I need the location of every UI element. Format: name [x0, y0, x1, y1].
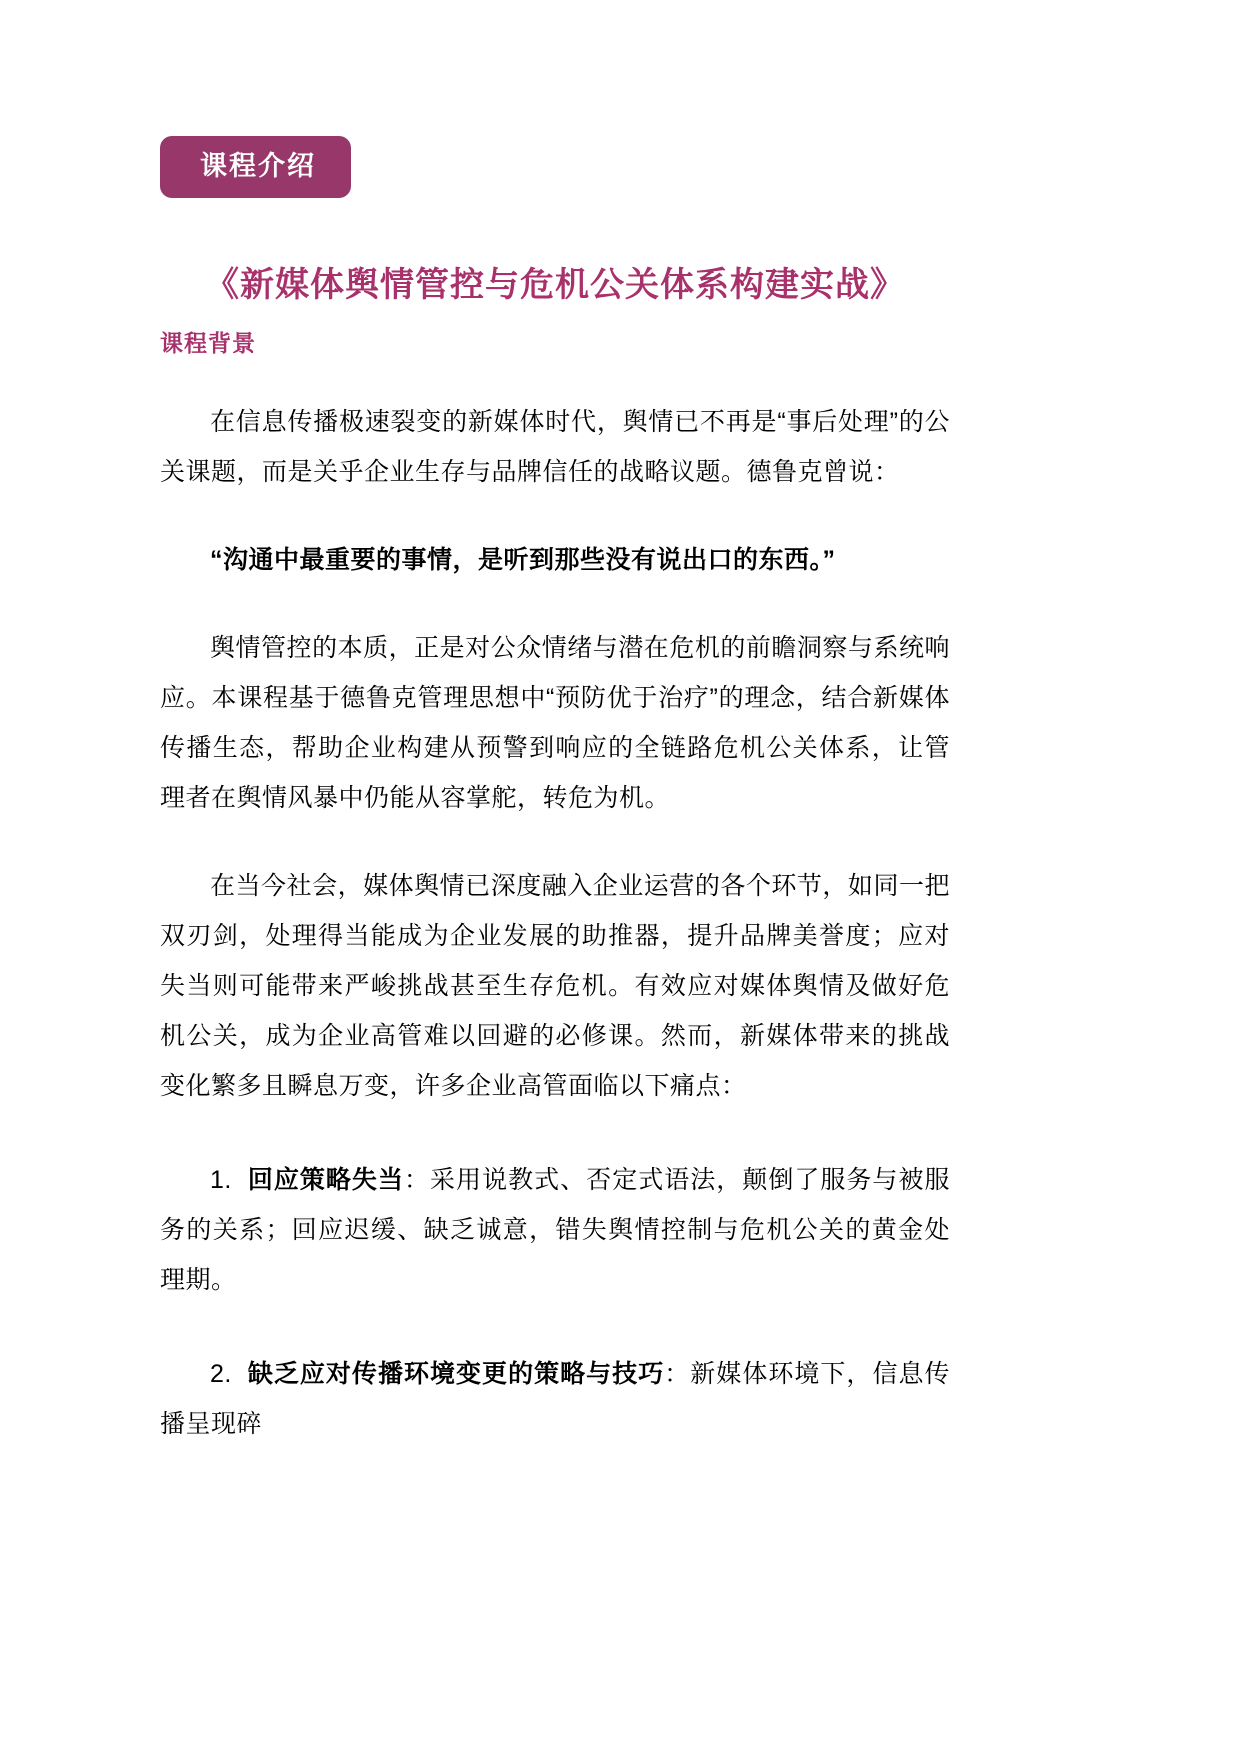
list-item-separator: ： [403, 1165, 431, 1194]
list-item-term: 缺乏应对传播环境变更的策略与技巧 [247, 1359, 665, 1388]
body-paragraph-2: 舆情管控的本质，正是对公众情绪与潜在危机的前瞻洞察与系统响应。本课程基于德鲁克管理思想中“预防优于治疗”的理念，结合新媒体传播生态，帮助企业构建从预警到响应的全链路危机公关体系，让管理者在舆情风暴中仍能从容掌舵，转危为机。 [160, 633, 950, 812]
list-item [160, 1155, 950, 1305]
list-item-detail: 新媒体环境下，信息传播呈现碎 [160, 1359, 950, 1438]
list-item [160, 1349, 950, 1449]
list-item-separator: ： [664, 1359, 691, 1388]
section-badge-container [160, 0, 950, 198]
list-item-number: 1. [210, 1165, 232, 1194]
list-item-number: 2. [210, 1359, 232, 1388]
body-paragraph-3: 在当今社会，媒体舆情已深度融入企业运营的各个环节，如同一把双刃剑，处理得当能成为企业发展的助推器，提升品牌美誉度；应对失当则可能带来严峻挑战甚至生存危机。有效应对媒体舆情及做好危机公关，成为企业高管难以回避的必修课。然而，新媒体带来的挑战变化繁多且瞬息万变，许多企业高管面临以下痛点： [160, 871, 950, 1100]
list-item-term: 回应策略失当 [247, 1165, 404, 1194]
pain-points-list [160, 1155, 950, 1449]
body-paragraph-1: 在信息传播极速裂变的新媒体时代，舆情已不再是“事后处理”的公关课题，而是关乎企业生存与品牌信任的战略议题。德鲁克曾说： [160, 408, 950, 487]
section-badge-course-intro: 课程介绍 [160, 136, 351, 198]
list-item-detail: 采用说教式、否定式语法，颠倒了服务与被服务的关系；回应迟缓、缺乏诚意，错失舆情控制与危机公关的黄金处理期。 [160, 1165, 950, 1294]
section-heading-course-background: 课程背景 [160, 330, 256, 357]
blockquote-drucker: “沟通中最重要的事情，是听到那些没有说出口的东西。” [210, 546, 836, 575]
page-title: 《新媒体舆情管控与危机公关体系构建实战》 [205, 266, 905, 304]
document-content-column [160, 0, 950, 1449]
